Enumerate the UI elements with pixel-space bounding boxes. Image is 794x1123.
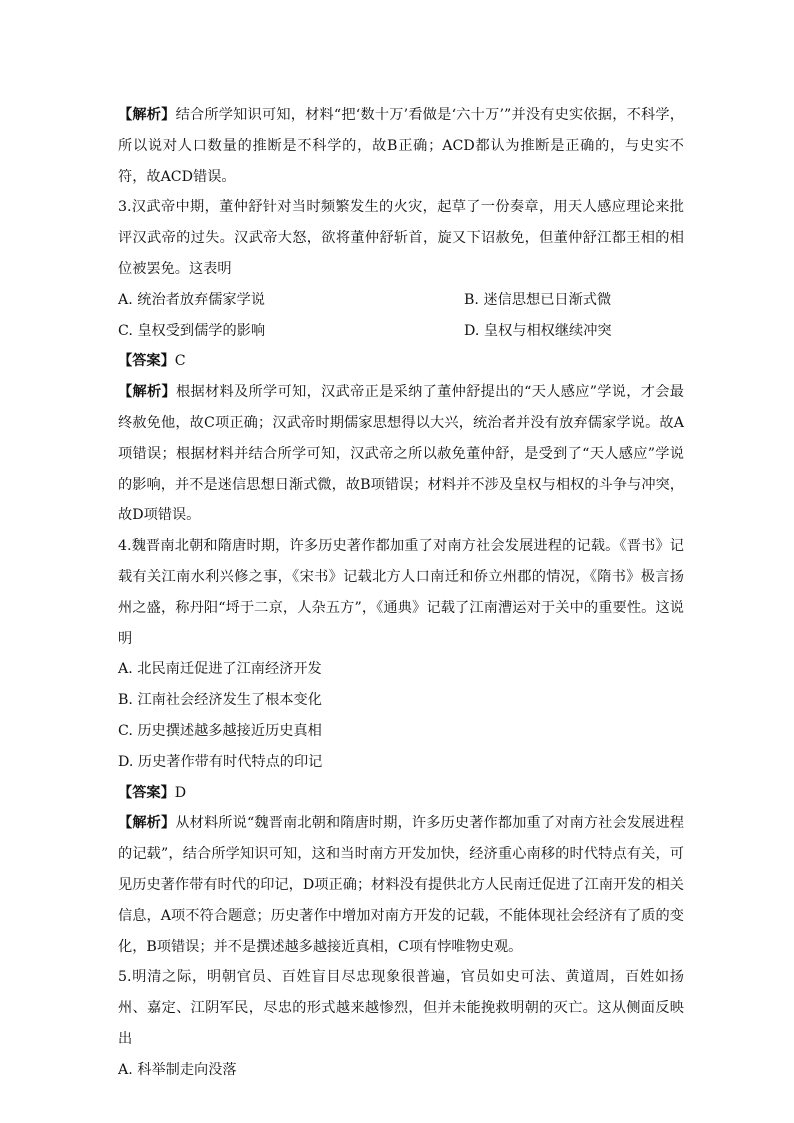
analysis-paragraph <box>118 100 684 192</box>
option-b: B. 迷信思想已日渐式微 <box>464 291 612 308</box>
question-5-stem: 5.明清之际，明朝官员、百姓盲目尽忠现象很普遍，官员如史可法、黄道周，百姓如扬州、嘉定、江阴军民，尽忠的形式越来越惨烈，但并未能挽救明朝的灭亡。这从侧面反映出 <box>118 969 684 1047</box>
analysis-tag: 【解析】 <box>118 384 177 401</box>
option-a: A. 科举制走向没落 <box>118 1061 237 1078</box>
option-d: D. 历史著作带有时代特点的印记 <box>118 753 323 770</box>
document-body <box>118 100 684 1086</box>
analysis-paragraph <box>118 808 684 962</box>
question-4-stem: 4.魏晋南北朝和隋唐时期，许多历史著作都加重了对南方社会发展进程的记载。《晋书》记载有关江南水利兴修之事，《宋书》记载北方人口南迁和侨立州郡的情况，《隋书》极言扬州之盛，称丹阳“埒于二京，人杂五方”，《通典》记载了江南漕运对于关中的重要性。这说明 <box>118 538 684 647</box>
answer-line <box>118 346 684 377</box>
option-c: C. 历史撰述越多越接近历史真相 <box>118 722 322 739</box>
answer-tag: 【答案】 <box>118 784 175 801</box>
answer-tag: 【答案】 <box>118 353 175 370</box>
answer-value: D <box>174 784 187 801</box>
option-a: A. 统治者放弃儒家学说 <box>118 291 265 308</box>
question-3-stem: 3.汉武帝中期，董仲舒针对当时频繁发生的火灾，起草了一份奏章，用天人感应理论来批评汉武帝的过失。汉武帝大怒，欲将董仲舒斩首，旋又下诏赦免，但董仲舒江都王相的相位被罢免。这表明 <box>118 199 684 277</box>
option-b: B. 江南社会经济发生了根本变化 <box>118 692 322 709</box>
analysis-paragraph <box>118 377 684 531</box>
analysis-tag: 【解析】 <box>118 107 176 123</box>
option-c: C. 皇权受到儒学的影响 <box>118 322 266 339</box>
analysis-text: 从材料所说“魏晋南北朝和隋唐时期，许多历史著作都加重了对南方社会发展进程的记载”，结合所学知识可知，这和当时南方开发加快，经济重心南移的时代特点有关，可见历史著作带有时代的印记，D项正确；材料没有提供北方人民南迁促进了江南开发的相关信息，A项不符合题意；历史著作中增加对南方开发的记载，不能体现社会经济有了质的变化，B项错误；并不是撰述越多越接近真相，C项有悖唯物史观。 <box>118 815 684 955</box>
answer-value: C <box>174 353 186 370</box>
analysis-tag: 【解析】 <box>118 815 176 832</box>
answer-line <box>118 778 684 809</box>
option-a: A. 北民南迁促进了江南经济开发 <box>118 661 322 678</box>
question-3-options-row-2 <box>118 316 684 347</box>
question-3-options-row-1 <box>118 285 684 316</box>
analysis-text: 结合所学知识可知，材料“把‘数十万’看做是‘六十万’”并没有史实依据，不科学，所以说对人口数量的推断是不科学的，故B正确；ACD都认为推断是正确的，与史实不符，故ACD错误。 <box>118 107 684 185</box>
option-d: D. 皇权与相权继续冲突 <box>464 322 612 339</box>
analysis-text: 根据材料及所学可知，汉武帝正是采纳了董仲舒提出的“天人感应”学说，才会最终赦免他，故C项正确；汉武帝时期儒家思想得以大兴，统治者并没有放弃儒家学说。故A项错误；根据材料并结合所学可知，汉武帝之所以赦免董仲舒，是受到了“天人感应”学说的影响，并不是迷信思想日渐式微，故B项错误；材料并不涉及皇权与相权的斗争与冲突，故D项错误。 <box>118 384 684 524</box>
